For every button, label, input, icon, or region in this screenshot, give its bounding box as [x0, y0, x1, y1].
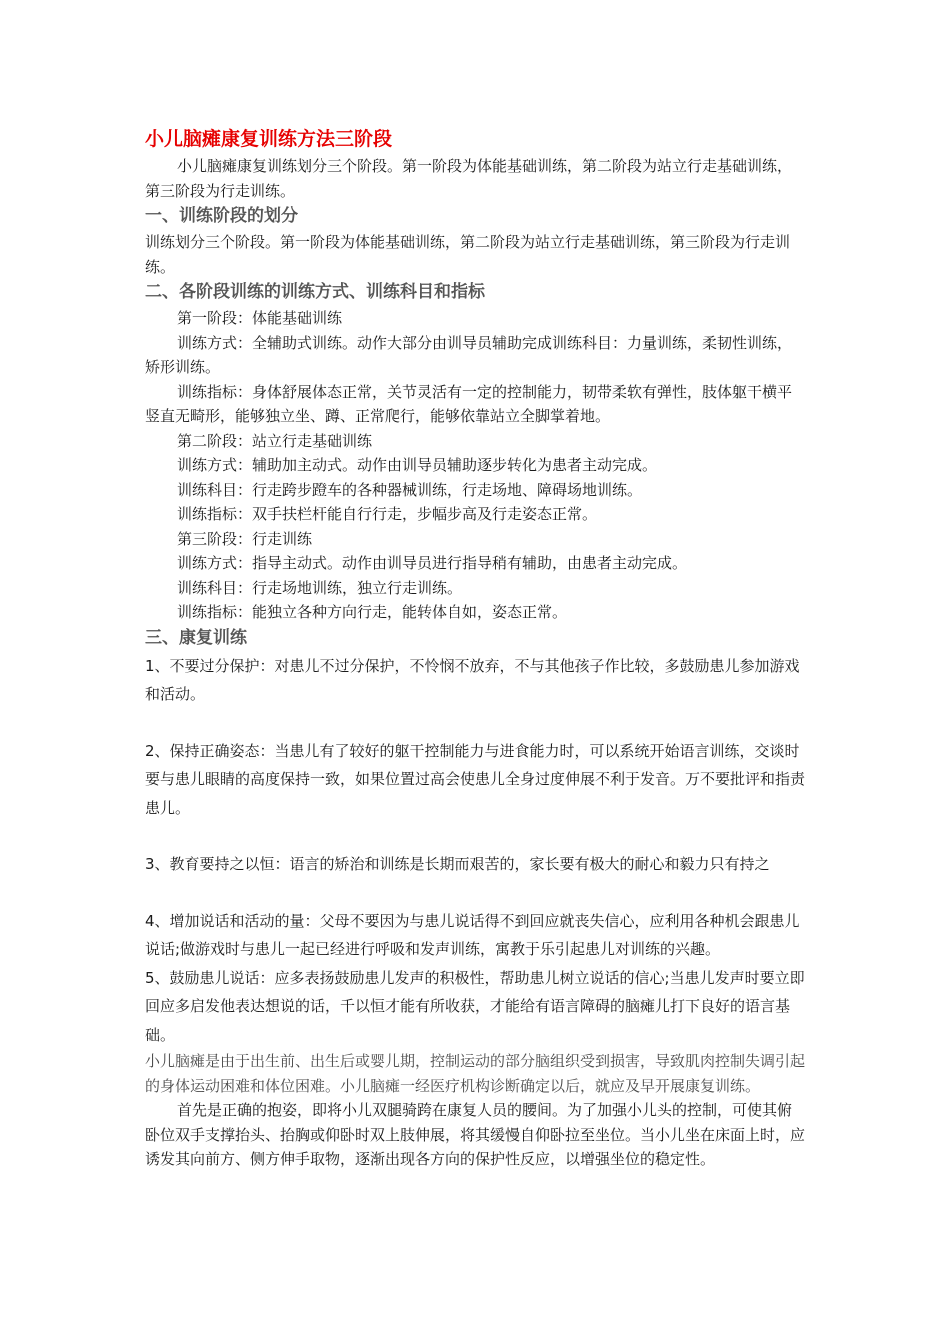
- rehab-item-2: 2、保持正确姿态：当患儿有了较好的躯干控制能力与进食能力时，可以系统开始语言训练，交谈时要与患儿眼睛的高度保持一致，如果位置过高会使患儿全身过度伸展不利于发音。万不要批评和指责患儿。: [145, 741, 806, 817]
- rehab-item-3: 3、教育要持之以恒：语言的矫治和训练是长期而艰苦的，家长要有极大的耐心和毅力只有持之: [145, 855, 770, 873]
- section-heading-rehab: 三、康复训练: [145, 627, 247, 648]
- stage-three-subjects: 训练科目：行走场地训练，独立行走训练。: [177, 578, 463, 597]
- document-page: [145, 124, 805, 1172]
- stage-three-indicator: 训练指标：能独立各种方向行走，能转体自如，姿态正常。: [177, 603, 568, 621]
- document-title: 小儿脑瘫康复训练方法三阶段: [145, 128, 393, 150]
- section-heading-stages: 一、训练阶段的划分: [145, 206, 298, 226]
- paragraph-spacer: [145, 822, 805, 850]
- closing-paragraph: 小儿脑瘫是由于出生前、出生后或婴儿期，控制运动的部分脑组织受到损害，导致肌肉控制失调引起的身体运动困难和体位困难。小儿脑瘫一经医疗机构诊断确定以后，就应及早开展康复训练。: [145, 1052, 806, 1095]
- stage-three-title: 第三阶段：行走训练: [177, 529, 313, 548]
- stage-one-indicator: 训练指标：身体舒展体态正常，关节灵活有一定的控制能力，韧带柔软有弹性，肢体躯干横平竖直无畸形，能够独立坐、蹲、正常爬行，能够依靠站立全脚掌着地。: [145, 382, 793, 425]
- paragraph-spacer: [145, 709, 805, 737]
- intro-paragraph: 小儿脑瘫康复训练划分三个阶段。第一阶段为体能基础训练，第二阶段为站立行走基础训练，第三阶段为行走训练。: [145, 157, 793, 200]
- stages-paragraph: 训练划分三个阶段。第一阶段为体能基础训练，第二阶段为站立行走基础训练，第三阶段为行走训练。: [145, 233, 791, 276]
- stage-two-indicator: 训练指标：双手扶栏杆能自行行走，步幅步高及行走姿态正常。: [177, 505, 598, 523]
- final-paragraph: 首先是正确的抱姿，即将小儿双腿骑跨在康复人员的腰间。为了加强小儿头的控制，可使其俯卧位双手支撑抬头、抬胸或仰卧时双上肢伸展，将其缓慢自仰卧拉至坐位。当小儿坐在床面上时，应诱发其向前方、侧方伸手取物，逐渐出现各方向的保护性反应，以增强坐位的稳定性。: [145, 1101, 806, 1168]
- stage-two-subjects: 训练科目：行走跨步蹬车的各种器械训练，行走场地、障碍场地训练。: [177, 480, 643, 499]
- rehab-item-4: 4、增加说话和活动的量：父母不要因为与患儿说话得不到回应就丧失信心，应利用各种机会跟患儿说话;做游戏时与患儿一起已经进行呼吸和发声训练，寓教于乐引起患儿对训练的兴趣。: [145, 911, 800, 958]
- paragraph-spacer: [145, 879, 805, 907]
- stage-three-method: 训练方式：指导主动式。动作由训导员进行指导稍有辅助，由患者主动完成。: [177, 554, 688, 572]
- rehab-item-5: 5、鼓励患儿说话：应多表扬鼓励患儿发声的积极性，帮助患儿树立说话的信心;当患儿发声时要立即回应多启发他表达想说的话，千以恒才能有所收获，才能给有语言障碍的脑瘫儿打下良好的语言基础。: [145, 968, 805, 1044]
- stage-one-method: 训练方式：全辅助式训练。动作大部分由训导员辅助完成训练科目：力量训练，柔韧性训练，矫形训练。: [145, 333, 793, 376]
- section-heading-methods: 二、各阶段训练的训练方式、训练科目和指标: [145, 282, 485, 302]
- rehab-item-1: 1、不要过分保护：对患儿不过分保护，不怜悯不放弃，不与其他孩子作比较，多鼓励患儿参加游戏和活动。: [145, 656, 800, 703]
- stage-one-title: 第一阶段：体能基础训练: [177, 309, 343, 327]
- stage-two-method: 训练方式：辅助加主动式。动作由训导员辅助逐步转化为患者主动完成。: [177, 456, 658, 474]
- stage-two-title: 第二阶段：站立行走基础训练: [177, 431, 373, 450]
